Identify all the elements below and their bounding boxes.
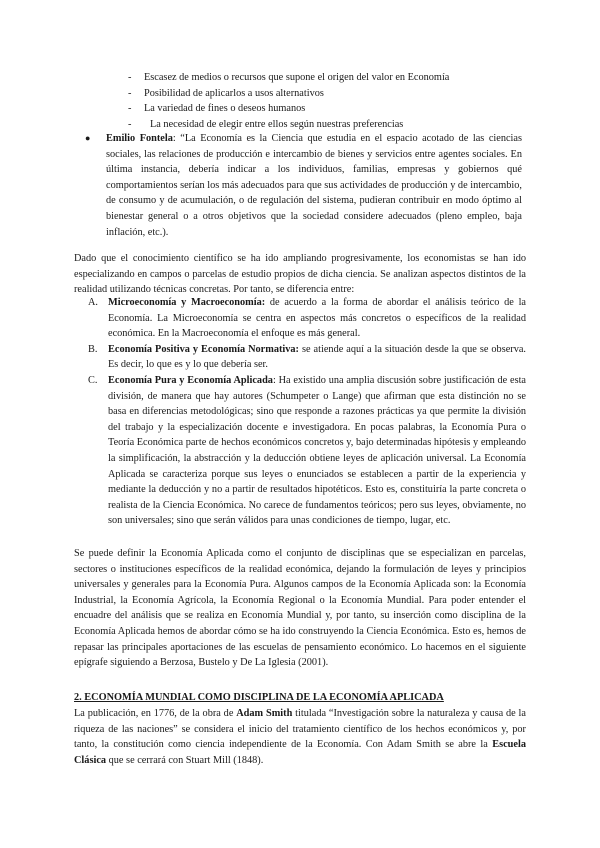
- list-item: [74, 342, 526, 373]
- list-item: [128, 70, 528, 86]
- list-item-text: La necesidad de elegir entre ellos según nuestras preferencias: [150, 118, 404, 130]
- dash-marker: -: [128, 72, 132, 83]
- list-letter: C.: [88, 374, 98, 386]
- quote-text: : “La Economía es la Ciencia que estudia en el espacio acotado de las ciencias sociales, las relaciones de producción e intercambio de bienes y servicios entre agentes sociales. En última instancia, debería indicar a los individuos, familias, empresas y gobiernos qué comportamientos serían los más adecuados para que sus actividades de producción y de intercambio, de consumo y de acumulación, o de regulación del sistema, pudieran contribuir en modo óptimo al bienestar general o a otros objetivos que la sociedad considere adecuados (pleno empleo, baja inflación, etc.).: [106, 133, 522, 238]
- dash-marker: -: [128, 87, 132, 99]
- author-name: Emilio Fontela: [106, 133, 173, 144]
- applied-economics-paragraph: Se puede definir la Economía Aplicada como el conjunto de disciplinas que se especializan en parcelas, sectores o instituciones específicos de la realidad económica, dejando la formulación de leyes y principios universales y generales para la Economía Pura. Algunos campos de la Economía Aplicada son: la Economía Industrial, la Economía Agrícola, la Economía Regional o la Economía Mundial. Para poder entender el encuadre del análisis que se realiza en Economía Mundial y, por tanto, su inserción como disciplina de la Economía Aplicada hemos de abordar cómo se ha ido construyendo la Ciencia Económica. Esto es, hemos de repasar las principales aportaciones de las escuelas de pensamiento económico. Lo hacemos en el siguiente epígrafe siguiendo a Berzosa, Bustelo y De La Iglesia (2001).: [74, 548, 526, 669]
- dash-list: [128, 70, 528, 132]
- paragraph-text: que se cerrará con Stuart Mill (1848).: [106, 754, 264, 766]
- item-title: Microeconomía y Macroeconomía:: [108, 297, 266, 308]
- fontela-quote: [106, 131, 522, 240]
- list-item-text: Escasez de medios o recursos que supone el origen del valor en Economía: [144, 72, 450, 83]
- smith-paragraph: [74, 706, 526, 768]
- item-text: : Ha existido una amplia discusión sobre justificación de esta división, de manera que hay autores (Schumpeter o Lange) que afirman que esta distinción no se basa en diferencias metodológicas; sino que responde a razones prácticas ya que permite la división del trabajo y la especialización docente e investigadora. En pocas palabras, la Economía Pura o Teoría Económica parte de hechos económicos concretos y, bajo determinadas hipótesis y empleando la simplificación, la abstracción y la deducción obtiene leyes de aplicación universal. La Economía Aplicada se caracteriza porque sus leyes o enunciados se establecen a partir de la experiencia y mediante la deducción y no a partir de resultados hipotéticos. Esto es, constituiría la parte concreta o realista de la Ciencia Económica. No carece de fundamentos teóricos; pero sus leyes, obviamente, no son universales; sino que serán válidos para unas condiciones de tiempo, lugar, etc.: [108, 374, 527, 527]
- list-item: [74, 295, 526, 342]
- paragraph-text: titulada “Investigación sobre la naturaleza y causa de la riqueza de las naciones” se considera el inicio del tratamiento científico de los hechos económicos y, por tanto, la constitución como ciencia independiente de la Economía. Con Adam Smith se abre la: [74, 708, 526, 751]
- school-name: Escuela Clásica: [74, 739, 526, 766]
- list-item: [128, 86, 528, 102]
- item-title: Economía Positiva y Economía Normativa:: [108, 343, 299, 355]
- item-text: se atiende aquí a la situación desde la que se observa. Es decir, lo que es y lo que debería ser.: [108, 343, 526, 371]
- alpha-list: [74, 295, 526, 529]
- dash-marker: -: [128, 118, 132, 130]
- list-item-text: La variedad de fines o deseos humanos: [144, 103, 306, 115]
- bullet-icon: ●: [85, 133, 91, 143]
- list-letter: B.: [88, 343, 98, 355]
- list-item-text: Posibilidad de aplicarlos a usos alternativos: [144, 87, 324, 99]
- paragraph-text: La publicación, en 1776, de la obra de: [74, 708, 237, 719]
- list-item: [128, 101, 528, 117]
- fontela-bullet: [86, 131, 522, 240]
- intro-paragraph: Dado que el conocimiento científico se ha ido ampliando progresivamente, los economistas se han ido especializando en campos o parcelas de estudio propios de dicha ciencia. Se analizan aspectos distintos de la realidad utilizando técnicas concretas. Por tanto, se diferencia entre:: [74, 253, 526, 296]
- author-name: Adam Smith: [236, 708, 293, 719]
- item-text: de acuerdo a la forma de abordar el análisis teórico de la Economía. La Microeconomía se centra en aspectos más concretos o específicos de la realidad económica. En la Macroeconomía el enfoque es más general.: [108, 297, 526, 340]
- dash-marker: -: [128, 103, 132, 115]
- section-heading: 2. ECONOMÍA MUNDIAL COMO DISCIPLINA DE LA ECONOMÍA APLICADA: [74, 692, 444, 703]
- list-item: [74, 373, 526, 529]
- list-letter: A.: [88, 297, 99, 308]
- item-title: Economía Pura y Economía Aplicada: [108, 374, 273, 386]
